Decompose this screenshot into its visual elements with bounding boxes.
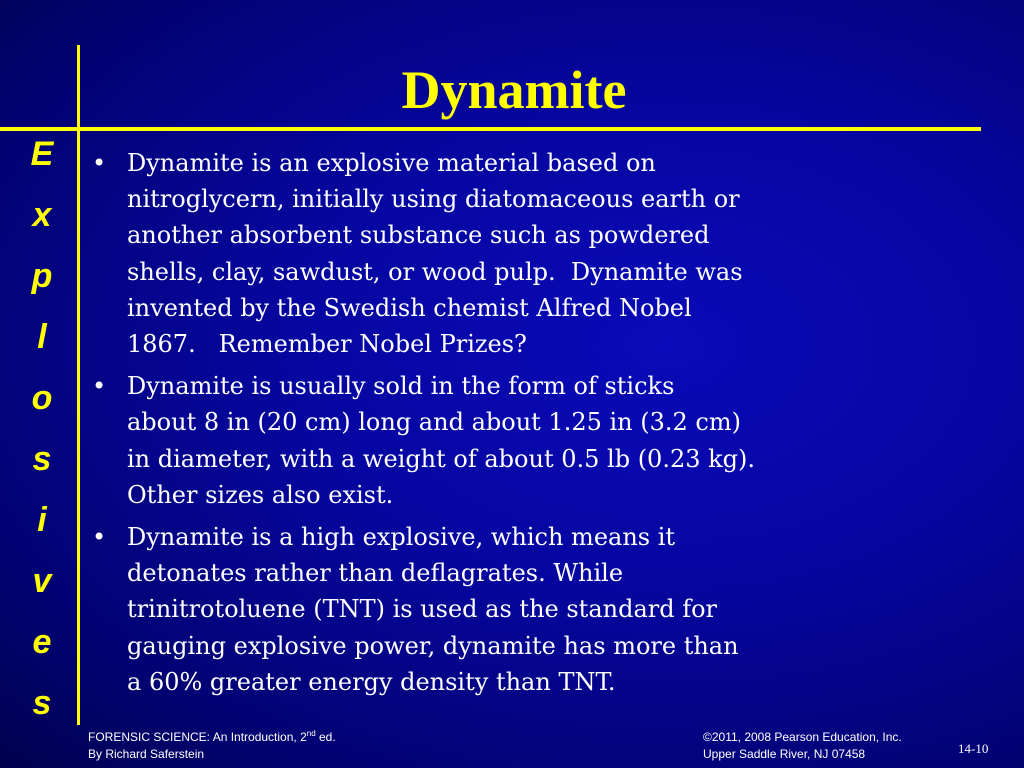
bullet-item xyxy=(92,519,972,700)
side-letter: v xyxy=(32,562,52,600)
bullet-line: detonates rather than deflagrates. While xyxy=(127,559,624,588)
footer-book-title: FORENSIC SCIENCE: An Introduction, 2nd ed. xyxy=(88,729,336,744)
bullet-list xyxy=(92,145,972,706)
bullet-line: trinitrotoluene (TNT) is used as the standard for xyxy=(127,595,718,624)
page-number: 14-10 xyxy=(958,741,989,756)
bullet-item xyxy=(92,145,972,362)
bullet-line: 1867. Remember Nobel Prizes? xyxy=(127,330,527,359)
bullet-line: about 8 in (20 cm) long and about 1.25 in (3.2 cm) xyxy=(127,408,741,437)
bullet-dot: • xyxy=(92,372,107,401)
side-letter: x xyxy=(32,196,52,234)
footer-book-info xyxy=(88,729,336,763)
side-letter: e xyxy=(32,623,52,661)
bullet-line: nitroglycern, initially using diatomaceous earth or xyxy=(127,185,740,214)
footer-copyright: ©2011, 2008 Pearson Education, Inc. xyxy=(703,730,902,744)
bullet-line: another absorbent substance such as powdered xyxy=(127,221,710,250)
title-underline xyxy=(0,127,981,131)
bullet-line: Dynamite is usually sold in the form of sticks xyxy=(127,372,675,401)
bullet-dot: • xyxy=(92,149,107,177)
bullet-line: gauging explosive power, dynamite has more than xyxy=(127,631,739,660)
bullet-line: Other sizes also exist. xyxy=(127,480,394,509)
footer-copyright-info xyxy=(703,729,902,763)
bullet-line: invented by the Swedish chemist Alfred Nobel xyxy=(127,293,692,322)
bullet-line: a 60% greater energy density than TNT. xyxy=(127,667,616,696)
slide-title: Dynamite xyxy=(401,60,627,120)
bullet-dot: • xyxy=(92,523,107,552)
side-letter: E xyxy=(30,135,54,173)
side-letter: o xyxy=(31,379,53,417)
side-letter: l xyxy=(37,318,47,356)
vertical-word-explosives xyxy=(20,134,64,744)
bullet-line: Dynamite is an explosive material based on xyxy=(127,149,656,177)
bullet-line: shells, clay, sawdust, or wood pulp. Dynamite was xyxy=(127,257,743,286)
footer-publisher-location: Upper Saddle River, NJ 07458 xyxy=(703,747,866,761)
bullet-line: in diameter, with a weight of about 0.5 lb (0.23 kg). xyxy=(127,444,756,473)
side-letter: p xyxy=(31,257,53,295)
bullet-item xyxy=(92,368,972,513)
side-letter: s xyxy=(32,684,52,722)
side-letter: i xyxy=(37,501,47,539)
bullet-line: Dynamite is a high explosive, which means it xyxy=(127,523,676,552)
side-letter: s xyxy=(32,440,52,478)
footer-author: By Richard Saferstein xyxy=(88,747,205,761)
vertical-divider xyxy=(77,45,80,725)
